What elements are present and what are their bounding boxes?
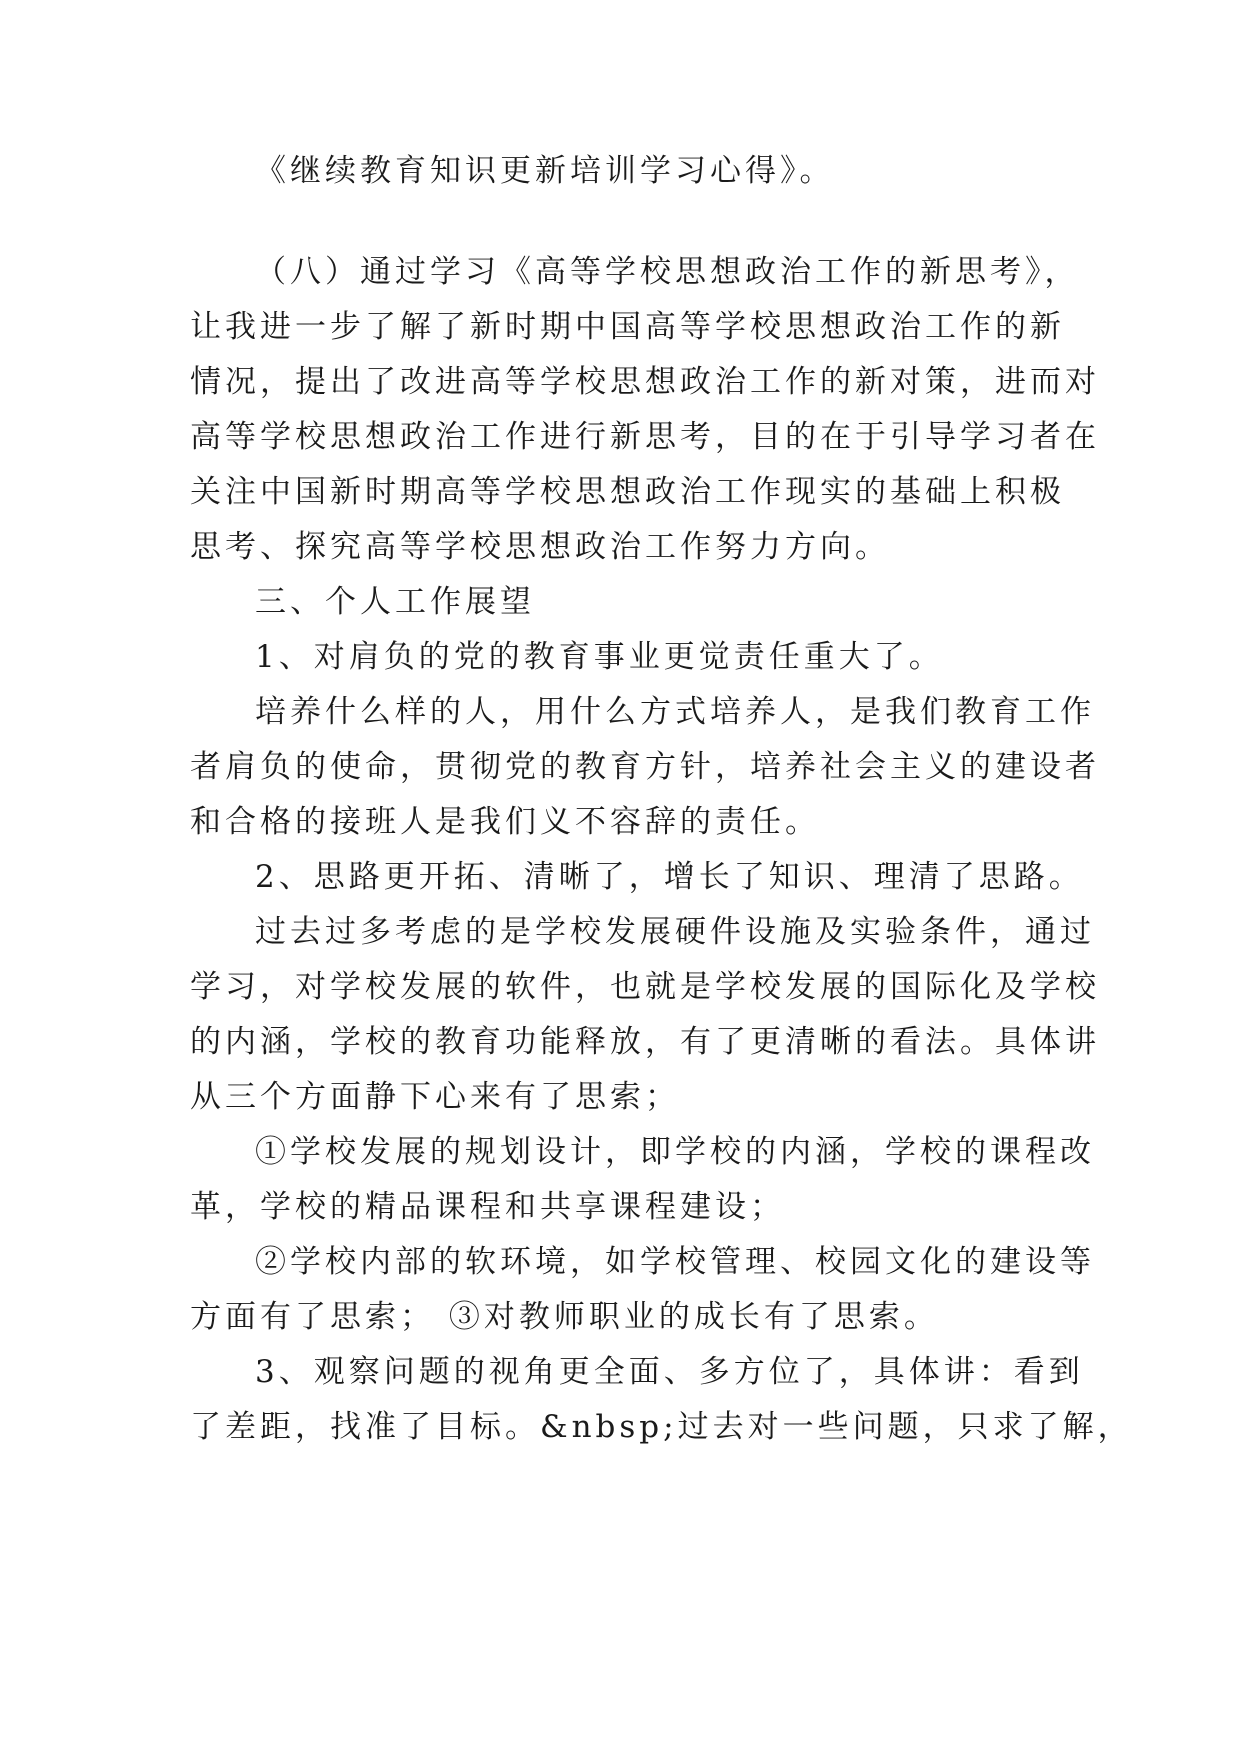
text-line: 方面有了思索； ③对教师职业的成长有了思索。 bbox=[190, 1299, 939, 1335]
text-line: 思考、探究高等学校思想政治工作努力方向。 bbox=[190, 529, 890, 565]
text-line: 和合格的接班人是我们义不容辞的责任。 bbox=[190, 804, 820, 840]
text-line: 从三个方面静下心来有了思索； bbox=[190, 1079, 680, 1115]
section-heading: 三、个人工作展望 bbox=[255, 584, 535, 620]
text-line: （八）通过学习《高等学校思想政治工作的新思考》， bbox=[255, 254, 1080, 290]
text-line: 关注中国新时期高等学校思想政治工作现实的基础上积极 bbox=[190, 474, 1065, 510]
list-item: ①学校发展的规划设计，即学校的内涵，学校的课程改 bbox=[255, 1134, 1095, 1170]
text-line: 者肩负的使命，贯彻党的教育方针，培养社会主义的建设者 bbox=[190, 749, 1100, 785]
subsection-heading: 2、思路更开拓、清晰了，增长了知识、理清了思路。 bbox=[255, 859, 1084, 895]
subsection-heading: 3、观察问题的视角更全面、多方位了，具体讲：看到 bbox=[255, 1354, 1084, 1390]
text-line: 过去过多考虑的是学校发展硬件设施及实验条件，通过 bbox=[255, 914, 1095, 950]
subsection-heading: 1、对肩负的党的教育事业更觉责任重大了。 bbox=[255, 639, 944, 675]
text-line: 革，学校的精品课程和共享课程建设； bbox=[190, 1189, 785, 1225]
text-line: 让我进一步了解了新时期中国高等学校思想政治工作的新 bbox=[190, 309, 1065, 345]
text-line: 了差距，找准了目标。&nbsp;过去对一些问题，只求了解， bbox=[190, 1409, 1133, 1445]
text-line: 情况，提出了改进高等学校思想政治工作的新对策，进而对 bbox=[190, 364, 1100, 400]
list-item: ②学校内部的软环境，如学校管理、校园文化的建设等 bbox=[255, 1244, 1095, 1280]
text-line: 高等学校思想政治工作进行新思考，目的在于引导学习者在 bbox=[190, 419, 1100, 455]
text-line: 《继续教育知识更新培训学习心得》。 bbox=[255, 153, 835, 189]
text-line: 学习，对学校发展的软件，也就是学校发展的国际化及学校 bbox=[190, 969, 1100, 1005]
text-line: 的内涵，学校的教育功能释放，有了更清晰的看法。具体讲 bbox=[190, 1024, 1100, 1060]
text-line: 培养什么样的人，用什么方式培养人，是我们教育工作 bbox=[255, 694, 1095, 730]
